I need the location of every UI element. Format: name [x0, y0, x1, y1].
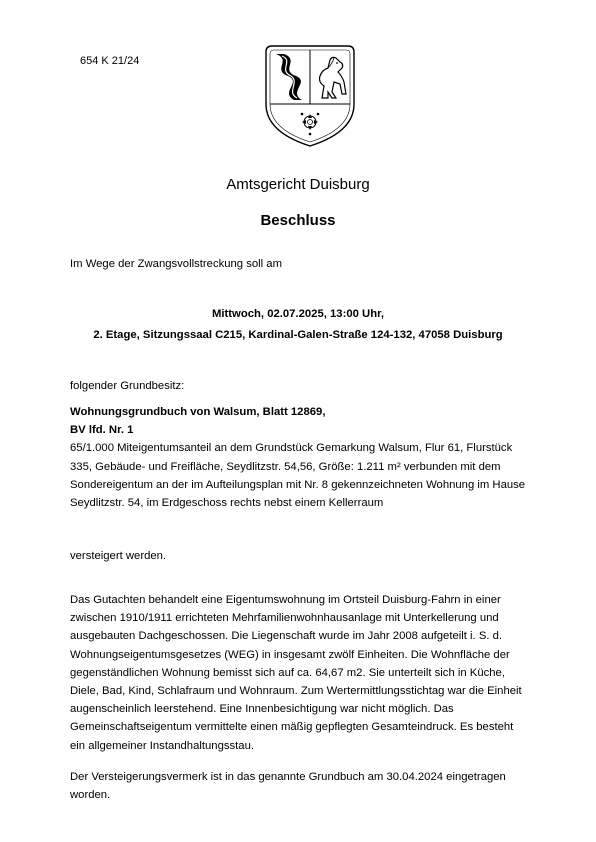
- property-lead: folgender Grundbesitz:: [70, 380, 185, 392]
- appraisal-paragraph: Das Gutachten behandelt eine Eigentumswohnung im Ortsteil Duisburg-Fahrn in einer zwischen 1910/1911 errichteten Mehrfamilienwohnhausanlage mit Unterkellerung und ausgebauten Dachgeschossen. Die Liegenschaft wurde im Jahr 2008 aufgeteilt i. S. d. Wohnungseigentumsgesetzes (WEG) in insgesamt zwölf Einheiten. Die Wohnfläche der gegenständlichen Wohnung bemisst sich auf ca. 64,67 m2. Sie unterteilt sich in Küche, Diele, Bad, Kind, Schlafraum und Wohnraum. Zum Wertermittlungsstichtag war die Einheit augenscheinlich leerstehend. Eine Innenbesichtigung war nicht möglich. Das Gemeinschaftseigentum vermittelte einen mäßig gepflegten Gesamteindruck. Es besteht ein allgemeiner Instandhaltungsstau.: [70, 594, 522, 752]
- appointment-location: 2. Etage, Sitzungssaal C215, Kardinal-Galen-Straße 124-132, 47058 Duisburg: [93, 329, 503, 341]
- property-block: [70, 403, 530, 512]
- auction-text: versteigert werden.: [70, 550, 167, 562]
- bv-number: BV lfd. Nr. 1: [70, 424, 134, 437]
- document-type: Beschluss: [260, 212, 336, 229]
- appointment-datetime: Mittwoch, 02.07.2025, 13:00 Uhr,: [211, 308, 385, 320]
- nrw-coat-of-arms-icon: [262, 42, 358, 150]
- intro-text: Im Wege der Zwangsvollstreckung soll am: [70, 258, 283, 270]
- court-name: Amtsgericht Duisburg: [226, 176, 370, 193]
- property-description: 65/1.000 Miteigentumsanteil an dem Grundstück Gemarkung Walsum, Flur 61, Flurstück 335, Gebäude- und Freifläche, Seydlitzstr. 54,56, Größe: 1.211 m² verbunden mit dem Sondereigentum an der im Aufteilungsplan mit Nr. 8 gekennzeichneten Wohnung im Hause Seydlitzstr. 54, im Erdgeschoss rechts nebst einem Kellerraum: [70, 442, 526, 510]
- land-register: Wohnungsgrundbuch von Walsum, Blatt 12869,: [70, 406, 326, 418]
- case-number: 654 K 21/24: [80, 55, 140, 67]
- register-note: Der Versteigerungsvermerk ist in das genannte Grundbuch am 30.04.2024 eingetragen worden.: [70, 771, 506, 802]
